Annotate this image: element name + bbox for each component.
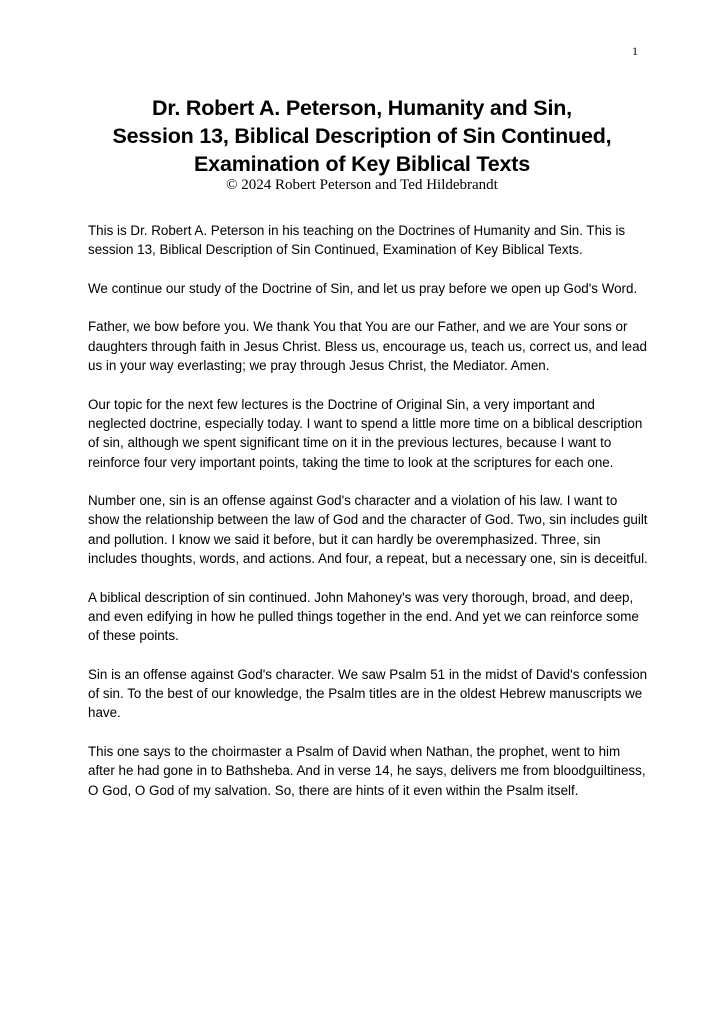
paragraph-prayer: Father, we bow before you. We thank You that You are our Father, and we are Your sons or daughters through faith in Jesus Christ. Bless us, encourage us, teach us, correct us, and lead us in your way everlasting; we pray through Jesus Christ, the Mediator. Amen. [88, 319, 648, 374]
paragraph-four-points: Number one, sin is an offense against God's character and a violation of his law. I want to show the relationship between the law of God and the character of God. Two, sin includes guilt and pollution. I know we said it before, but it can hardly be overemphasized. Three, sin includes thoughts, words, and actions. And four, a repeat, but a necessary one, sin is deceitful. [88, 493, 648, 567]
title-line-3: Examination of Key Biblical Texts [194, 152, 530, 176]
paragraph-psalm: This one says to the choirmaster a Psalm of David when Nathan, the prophet, went to him after he had gone in to Bathsheba. And in verse 14, he says, delivers me from bloodguiltiness, O God, O God of my salvation. So, there are hints of it even within the Psalm itself. [88, 744, 646, 798]
paragraph-offense: Sin is an offense against God's character. We saw Psalm 51 in the midst of David's confession of sin. To the best of our knowledge, the Psalm titles are in the oldest Hebrew manuscripts we have. [88, 666, 648, 721]
title-block [60, 94, 664, 194]
title-line-1: Dr. Robert A. Peterson, Humanity and Sin, [152, 96, 572, 120]
paragraph-continue: We continue our study of the Doctrine of Sin, and let us pray before we open up God's Word. [88, 280, 638, 296]
copyright-notice: © 2024 Robert Peterson and Ted Hildebrandt [226, 177, 498, 193]
body-text [88, 221, 648, 819]
paragraph-description-continued: A biblical description of sin continued. John Mahoney's was very thorough, broad, and deep, and even edifying in how he pulled things together in the end. And yet we can reinforce some of these points. [88, 589, 639, 644]
page-number: 1 [632, 44, 638, 58]
paragraph-topic: Our topic for the next few lectures is the Doctrine of Original Sin, a very important and neglected doctrine, especially today. I want to spend a little more time on a biblical description of sin, although we spent significant time on it in the previous lectures, because I want to reinforce four very important points, taking the time to look at the scriptures for each one. [88, 396, 643, 470]
paragraph-intro: This is Dr. Robert A. Peterson in his teaching on the Doctrines of Humanity and Sin. This is session 13, Biblical Description of Sin Continued, Examination of Key Biblical Texts. [88, 223, 626, 258]
title-line-2: Session 13, Biblical Description of Sin Continued, [112, 124, 612, 148]
